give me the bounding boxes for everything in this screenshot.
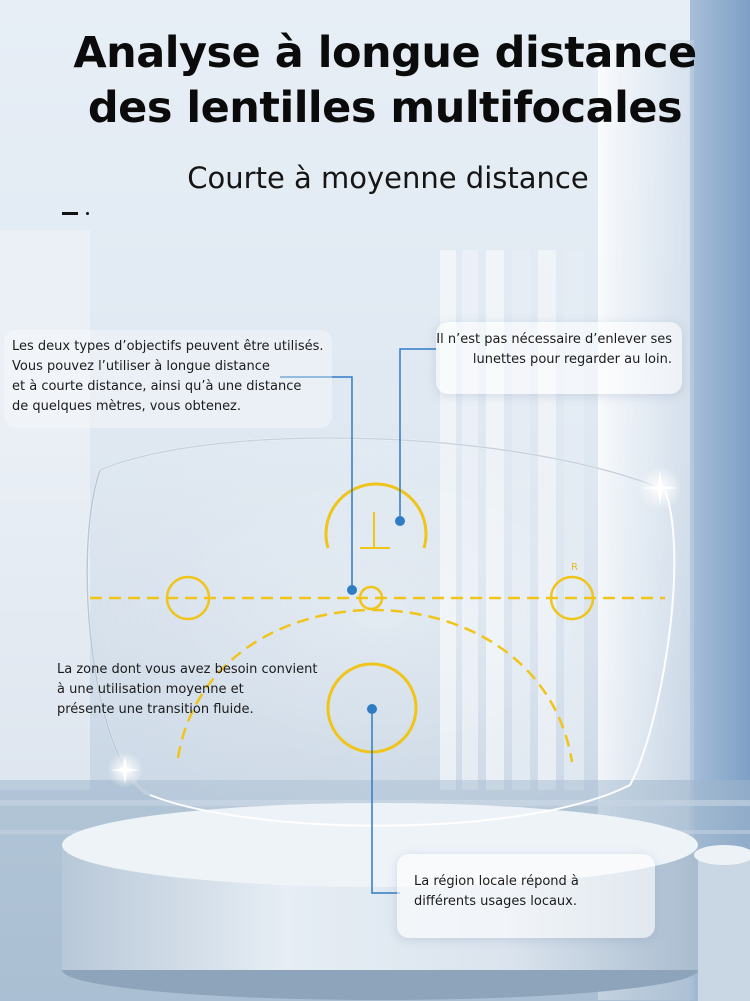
leader-dot-top-left: [347, 585, 357, 595]
callout-middle-left-line-3: présente une transition fluide.: [57, 702, 254, 717]
callout-bottom-right-line-2: différents usages locaux.: [414, 894, 577, 909]
callout-top-right: [436, 330, 672, 370]
callout-top-left-line-3: et à courte distance, ainsi qu’à une distance: [12, 379, 302, 394]
decorative-dot: [86, 212, 89, 215]
callout-middle-left-line-2: à une utilisation moyenne et: [57, 682, 244, 697]
title-line-1: Analyse à longue distance: [73, 28, 697, 78]
callout-bottom-right-line-1: La région locale répond à: [414, 874, 579, 889]
page-title: [0, 26, 750, 136]
callout-top-right-line-2: lunettes pour regarder au loin.: [472, 352, 672, 367]
leader-line-bottom-right: [372, 709, 400, 893]
callout-bottom-right: [414, 872, 579, 912]
leader-dot-top-right: [395, 516, 405, 526]
callout-top-left-line-2: Vous pouvez l’utiliser à longue distance: [12, 359, 270, 374]
page-subtitle: Courte à moyenne distance: [187, 161, 589, 195]
callout-middle-left: [57, 660, 318, 720]
lens-marker-label: R: [571, 562, 578, 573]
callout-top-right-line-1: Il n’est pas nécessaire d’enlever ses: [436, 332, 672, 347]
title-line-2: des lentilles multifocales: [87, 83, 683, 133]
callout-top-left-line-1: Les deux types d’objectifs peuvent être utilisés.: [12, 339, 324, 354]
callout-top-left-line-4: de quelques mètres, vous obtenez.: [12, 399, 242, 414]
far-zone-arc: [326, 484, 426, 548]
callout-middle-left-line-1: La zone dont vous avez besoin convient: [57, 662, 318, 677]
callout-top-left: [12, 337, 324, 417]
decorative-dash: [62, 212, 78, 215]
